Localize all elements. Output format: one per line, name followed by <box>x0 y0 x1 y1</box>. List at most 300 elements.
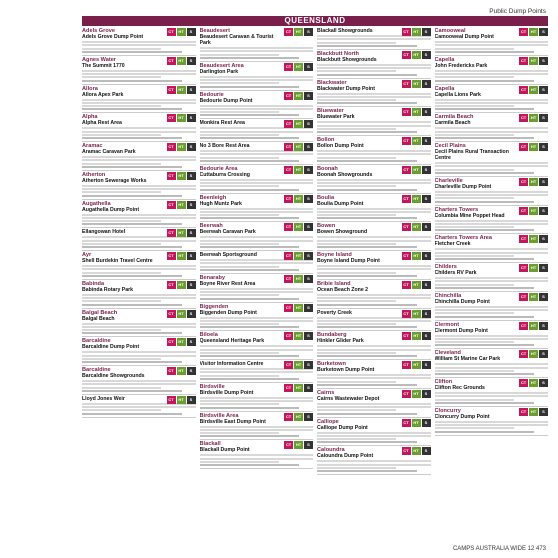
description-line <box>317 460 431 462</box>
contact-coordinates-line <box>435 316 535 318</box>
description-line <box>82 297 196 299</box>
contact-coordinates-line <box>200 269 300 271</box>
site-name: Blackall Dump Point <box>199 447 250 454</box>
site-name: Atherton Sewerage Works <box>82 177 147 184</box>
description-line <box>200 105 314 107</box>
town-name: Bribie Island <box>317 280 351 287</box>
facility-icons <box>284 384 313 392</box>
description-line <box>82 387 161 389</box>
dump-point-entry <box>200 412 314 441</box>
dump-point-entry <box>82 251 196 280</box>
description-line <box>435 399 514 401</box>
town-name: Charters Towers <box>434 206 479 213</box>
facility-icons <box>167 57 196 65</box>
description-line <box>82 323 196 325</box>
facility-icons <box>519 408 548 416</box>
dump-point-entry <box>317 27 431 50</box>
facility-icons <box>402 419 431 427</box>
site-name: Birdsville East Dump Point <box>199 418 266 425</box>
site-name: Balgal Beach <box>82 315 115 322</box>
contact-coordinates-line <box>82 223 182 225</box>
facility-icon-ht: HT <box>178 57 184 63</box>
facility-icon-ht: HT <box>413 224 419 230</box>
description-line <box>317 42 396 44</box>
facility-icons <box>402 281 431 289</box>
facility-icons <box>284 332 313 340</box>
description-line <box>317 345 431 347</box>
facility-icon-ht: HT <box>295 121 302 127</box>
site-name: Monkira Rest Area <box>199 120 245 127</box>
description-line <box>435 226 514 228</box>
facility-icon-ct: CT <box>520 29 527 34</box>
description-line <box>435 127 549 129</box>
contact-coordinates-line <box>200 160 300 162</box>
description-line <box>317 240 431 242</box>
facility-icon-ht: HT <box>413 166 419 172</box>
dump-point-entry <box>82 200 196 229</box>
facility-icon-ct: CT <box>168 368 174 373</box>
town-name: Charleville <box>434 177 463 184</box>
facility-icon-ct: CT <box>285 29 292 34</box>
facility-icons <box>284 361 313 369</box>
contact-coordinates-line <box>317 74 417 76</box>
facility-icon-ct: CT <box>403 195 409 201</box>
facility-icon-s: S <box>422 332 431 340</box>
facility-icon-s: S <box>187 172 196 180</box>
facility-icons <box>402 332 431 340</box>
description-line <box>435 220 549 222</box>
description-line <box>435 248 549 250</box>
description-line <box>82 272 161 274</box>
facility-icons <box>167 28 196 36</box>
town-name: Atherton <box>82 171 106 178</box>
description-line <box>82 48 161 50</box>
description-line <box>200 432 279 434</box>
site-name: Childers RV Park <box>434 270 477 276</box>
facility-icons <box>519 293 548 301</box>
facility-icon-s: S <box>422 310 431 318</box>
contact-coordinates-line <box>82 361 182 363</box>
contact-coordinates-line <box>200 57 300 59</box>
site-name: Columbia Mine Poppet Head <box>434 212 505 219</box>
facility-icon-ct: CT <box>520 178 527 184</box>
dump-point-entry <box>200 119 314 142</box>
facility-icon-s: S <box>304 361 313 369</box>
description-line <box>435 197 514 199</box>
facility-icon-ht: HT <box>530 144 537 149</box>
dump-point-entry <box>200 303 314 332</box>
dump-point-entry <box>317 280 431 309</box>
site-name: Fletcher Creek <box>434 241 471 248</box>
site-name: No 3 Bore Rest Area <box>199 143 250 149</box>
facility-icon-ht: HT <box>295 63 302 69</box>
description-line <box>200 262 314 264</box>
description-line <box>317 214 396 216</box>
facility-icon-ct: CT <box>285 413 292 419</box>
facility-icon-ct: CT <box>168 281 174 287</box>
facility-icon-ct: CT <box>168 172 174 178</box>
dump-point-entry <box>82 309 196 338</box>
facility-icon-s: S <box>539 28 548 36</box>
dump-point-entry <box>317 79 431 108</box>
town-name: Burketown <box>317 361 346 367</box>
contact-coordinates-line <box>435 80 535 82</box>
facility-icon-ht: HT <box>295 333 302 339</box>
town-name: Agnes Water <box>82 56 116 63</box>
contact-coordinates-line <box>317 246 417 248</box>
dump-point-entry <box>317 136 431 165</box>
description-line <box>317 67 431 69</box>
facility-icon-ct: CT <box>520 86 527 92</box>
site-name: Bollon Dump Point <box>317 143 364 149</box>
facility-icons <box>167 172 196 180</box>
description-line <box>200 371 314 373</box>
description-line <box>317 435 431 437</box>
description-line <box>200 454 314 456</box>
description-line <box>82 70 196 72</box>
site-name: Blackbutt Showgrounds <box>317 56 377 63</box>
site-name: Hinkler Glider Park <box>317 338 364 345</box>
site-name: Lloyd Jones Weir <box>82 395 125 402</box>
town-name: Beenleigh <box>199 194 227 201</box>
facility-icons <box>519 207 548 215</box>
dump-point-entry <box>82 366 196 395</box>
facility-icon-s: S <box>422 195 431 203</box>
facility-icon-ct: CT <box>520 115 527 121</box>
description-line <box>317 211 431 213</box>
description-line <box>317 349 431 351</box>
site-name: Shell Burdekin Travel Centre <box>82 258 153 264</box>
facility-icon-ct: CT <box>285 121 292 127</box>
contact-coordinates-line <box>200 378 300 380</box>
contact-coordinates-line <box>200 217 300 219</box>
facility-icon-s: S <box>539 207 548 215</box>
facility-icon-ct: CT <box>168 310 174 316</box>
facility-icon-s: S <box>187 201 196 209</box>
dump-point-entry <box>82 142 196 171</box>
contact-coordinates-line <box>435 137 535 139</box>
site-name: Darlington Park <box>199 68 239 75</box>
facility-icons <box>167 281 196 289</box>
town-name: Augathella <box>82 200 111 207</box>
facility-icon-ht: HT <box>178 253 184 258</box>
description-line <box>435 165 549 167</box>
description-line <box>317 185 396 187</box>
description-line <box>82 409 161 411</box>
facility-icon-ct: CT <box>168 253 174 258</box>
description-line <box>317 179 431 181</box>
contact-coordinates-line <box>82 51 182 53</box>
facility-icon-ct: CT <box>168 57 174 63</box>
site-name: Hugh Muntz Park <box>199 200 242 207</box>
facility-icon-ct: CT <box>285 144 292 149</box>
description-line <box>200 131 314 133</box>
description-line <box>435 335 549 337</box>
facility-icons <box>402 310 431 318</box>
description-line <box>317 374 431 376</box>
town-name: Childers <box>434 264 457 270</box>
description-line <box>317 406 431 408</box>
site-name: William St Marine Car Park <box>434 356 501 363</box>
description-line <box>200 208 314 210</box>
description-line <box>200 429 314 431</box>
description-line <box>435 341 514 343</box>
facility-icon-s: S <box>304 143 313 151</box>
dump-point-entry <box>435 378 549 407</box>
description-line <box>317 294 431 296</box>
description-line <box>82 220 161 222</box>
facility-icons <box>402 390 431 398</box>
description-line <box>317 128 396 130</box>
description-line <box>82 243 161 245</box>
dump-point-entry <box>435 206 549 235</box>
facility-icon-ht: HT <box>530 322 537 328</box>
facility-icon-ht: HT <box>295 224 302 230</box>
facility-icons <box>167 114 196 122</box>
facility-icon-s: S <box>304 92 313 100</box>
site-name: Clermont Dump Point <box>434 327 488 334</box>
facility-icons <box>519 57 548 65</box>
description-line <box>200 458 314 460</box>
site-name: Burketown Dump Point <box>317 367 375 373</box>
description-line <box>200 50 314 52</box>
description-line <box>317 403 431 405</box>
facility-icon-s: S <box>187 57 196 65</box>
facility-icons <box>284 413 313 421</box>
description-line <box>317 467 396 469</box>
description-line <box>200 236 314 238</box>
town-name: Aramac <box>82 143 103 149</box>
dump-point-entry <box>435 407 549 436</box>
town-name: Allora <box>82 85 98 92</box>
town-name: Alpha <box>82 114 98 121</box>
description-line <box>82 185 196 187</box>
contact-coordinates-line <box>317 217 417 219</box>
facility-icon-ht: HT <box>178 29 184 34</box>
facility-icons <box>519 143 548 151</box>
site-name: Blackwater Dump Point <box>317 85 375 92</box>
description-line <box>317 64 431 66</box>
dump-point-entry <box>200 142 314 165</box>
description-line <box>82 217 196 219</box>
facility-icon-ct: CT <box>403 51 409 57</box>
contact-coordinates-line <box>82 108 182 110</box>
facility-icon-ht: HT <box>530 265 537 270</box>
facility-icon-ct: CT <box>403 333 409 339</box>
town-name: Blackwater <box>317 79 347 86</box>
facility-icon-ct: CT <box>285 362 292 367</box>
running-head: Public Dump Points <box>489 8 546 15</box>
description-line <box>200 291 314 293</box>
facility-icon-ht: HT <box>413 281 419 287</box>
site-name: Aramac Caravan Park <box>82 149 136 155</box>
facility-icon-ct: CT <box>285 195 292 201</box>
dump-point-entry <box>82 85 196 114</box>
dump-point-entry <box>317 360 431 389</box>
facility-icons <box>167 310 196 318</box>
facility-icons <box>284 252 313 260</box>
description-line <box>435 255 514 257</box>
dump-point-entry <box>435 27 549 56</box>
facility-icon-s: S <box>304 304 313 312</box>
facility-icon-s: S <box>422 361 431 369</box>
description-line <box>435 252 549 254</box>
facility-icon-s: S <box>187 86 196 94</box>
facility-icons <box>167 143 196 151</box>
facility-icon-ht: HT <box>413 138 419 143</box>
facility-icon-s: S <box>304 441 313 449</box>
description-line <box>317 38 431 40</box>
description-line <box>435 392 549 394</box>
facility-icon-ct: CT <box>285 92 292 98</box>
contact-coordinates-line <box>317 470 417 472</box>
description-line <box>317 409 396 411</box>
description-line <box>200 403 279 405</box>
description-line <box>82 383 196 385</box>
facility-icon-ht: HT <box>295 275 302 281</box>
description-line <box>317 121 431 123</box>
dump-point-entry <box>317 389 431 418</box>
facility-icon-s: S <box>422 108 431 116</box>
facility-icons <box>284 195 313 203</box>
facility-icon-s: S <box>539 114 548 122</box>
description-line <box>200 179 314 181</box>
facility-icon-s: S <box>187 28 196 36</box>
site-name: Visitor Information Centre <box>199 361 264 367</box>
facility-icon-ct: CT <box>285 333 292 339</box>
contact-coordinates-line <box>82 137 182 139</box>
facility-icon-ht: HT <box>295 253 302 258</box>
site-name: Blackall Showgrounds <box>317 28 373 34</box>
facility-icons <box>519 322 548 330</box>
contact-coordinates-line <box>435 51 535 53</box>
site-name: Augathella Dump Point <box>82 206 140 213</box>
facility-icon-ct: CT <box>285 224 292 230</box>
description-line <box>200 349 314 351</box>
description-line <box>435 370 514 372</box>
town-name: Bedourie <box>199 91 224 98</box>
dump-point-entry <box>435 263 549 292</box>
description-line <box>82 351 196 353</box>
facility-icon-ht: HT <box>295 144 302 149</box>
description-line <box>435 41 549 43</box>
facility-icons <box>402 137 431 145</box>
facility-icon-ct: CT <box>520 351 527 357</box>
facility-icons <box>284 223 313 231</box>
town-name: Birdsville Area <box>199 412 239 419</box>
contact-coordinates-line <box>317 160 417 162</box>
description-line <box>435 131 549 133</box>
description-line <box>82 406 196 408</box>
description-line <box>435 280 549 282</box>
description-line <box>82 214 196 216</box>
facility-icon-ht: HT <box>413 195 419 201</box>
town-name: Blackall <box>199 441 221 448</box>
facility-icons <box>519 114 548 122</box>
facility-icon-s: S <box>304 223 313 231</box>
description-line <box>200 214 279 216</box>
facility-icons <box>167 396 196 404</box>
dump-point-entry <box>200 440 314 469</box>
description-line <box>82 358 161 360</box>
facility-icon-ct: CT <box>403 390 409 396</box>
site-name: Bedourie Dump Point <box>199 97 253 104</box>
facility-icon-ct: CT <box>403 166 409 172</box>
description-line <box>200 153 314 155</box>
town-name: Boonah <box>317 165 338 172</box>
facility-icon-s: S <box>539 143 548 151</box>
site-name: Calliope Dump Point <box>317 424 368 431</box>
description-line <box>82 73 196 75</box>
contact-coordinates-line <box>317 102 417 104</box>
facility-icon-ht: HT <box>295 413 302 419</box>
facility-icon-s: S <box>539 86 548 94</box>
site-name: Chinchilla Dump Point <box>434 298 490 305</box>
facility-icon-ct: CT <box>403 253 409 258</box>
description-line <box>435 76 514 78</box>
site-name: Ocean Beach Zone 2 <box>317 286 369 293</box>
town-name: Barcaldine <box>82 367 111 373</box>
facility-icon-s: S <box>539 408 548 416</box>
description-line <box>200 79 314 81</box>
description-line <box>82 188 196 190</box>
facility-icon-s: S <box>422 223 431 231</box>
facility-icons <box>519 379 548 387</box>
description-line <box>82 300 161 302</box>
facility-icon-ht: HT <box>178 396 184 402</box>
contact-coordinates-line <box>435 344 535 346</box>
facility-icons <box>284 275 313 283</box>
contact-coordinates-line <box>435 373 535 375</box>
description-line <box>435 99 549 101</box>
town-name: Bowen <box>317 223 336 230</box>
facility-icon-s: S <box>539 379 548 387</box>
facility-icon-ht: HT <box>413 310 419 316</box>
town-name: Capella <box>434 85 455 92</box>
facility-icon-ht: HT <box>178 281 184 287</box>
facility-icon-ct: CT <box>285 253 292 258</box>
description-line <box>435 367 549 369</box>
facility-icon-s: S <box>422 80 431 88</box>
contact-coordinates-line <box>82 195 182 197</box>
facility-icon-s: S <box>304 195 313 203</box>
description-line <box>82 265 196 267</box>
facility-icon-s: S <box>539 57 548 65</box>
facility-icon-s: S <box>304 120 313 128</box>
town-name: Adels Grove <box>82 28 115 34</box>
description-line <box>435 70 549 72</box>
contact-coordinates-line <box>82 275 182 277</box>
facility-icons <box>402 223 431 231</box>
facility-icon-ht: HT <box>178 144 184 149</box>
facility-icons <box>402 108 431 116</box>
dump-point-entry <box>200 27 314 62</box>
description-line <box>200 185 279 187</box>
contact-coordinates-line <box>200 326 300 328</box>
facility-icon-ct: CT <box>403 109 409 115</box>
contact-coordinates-line <box>317 275 417 277</box>
contact-coordinates-line <box>435 258 535 260</box>
description-line <box>82 99 196 101</box>
town-name: Bollon <box>317 137 335 143</box>
contact-coordinates-line <box>200 407 300 409</box>
facility-icons <box>284 166 313 174</box>
contact-coordinates-line <box>317 384 417 386</box>
contact-coordinates-line <box>435 172 535 174</box>
facility-icon-s: S <box>304 275 313 283</box>
facility-icons <box>519 235 548 243</box>
description-line <box>317 93 431 95</box>
